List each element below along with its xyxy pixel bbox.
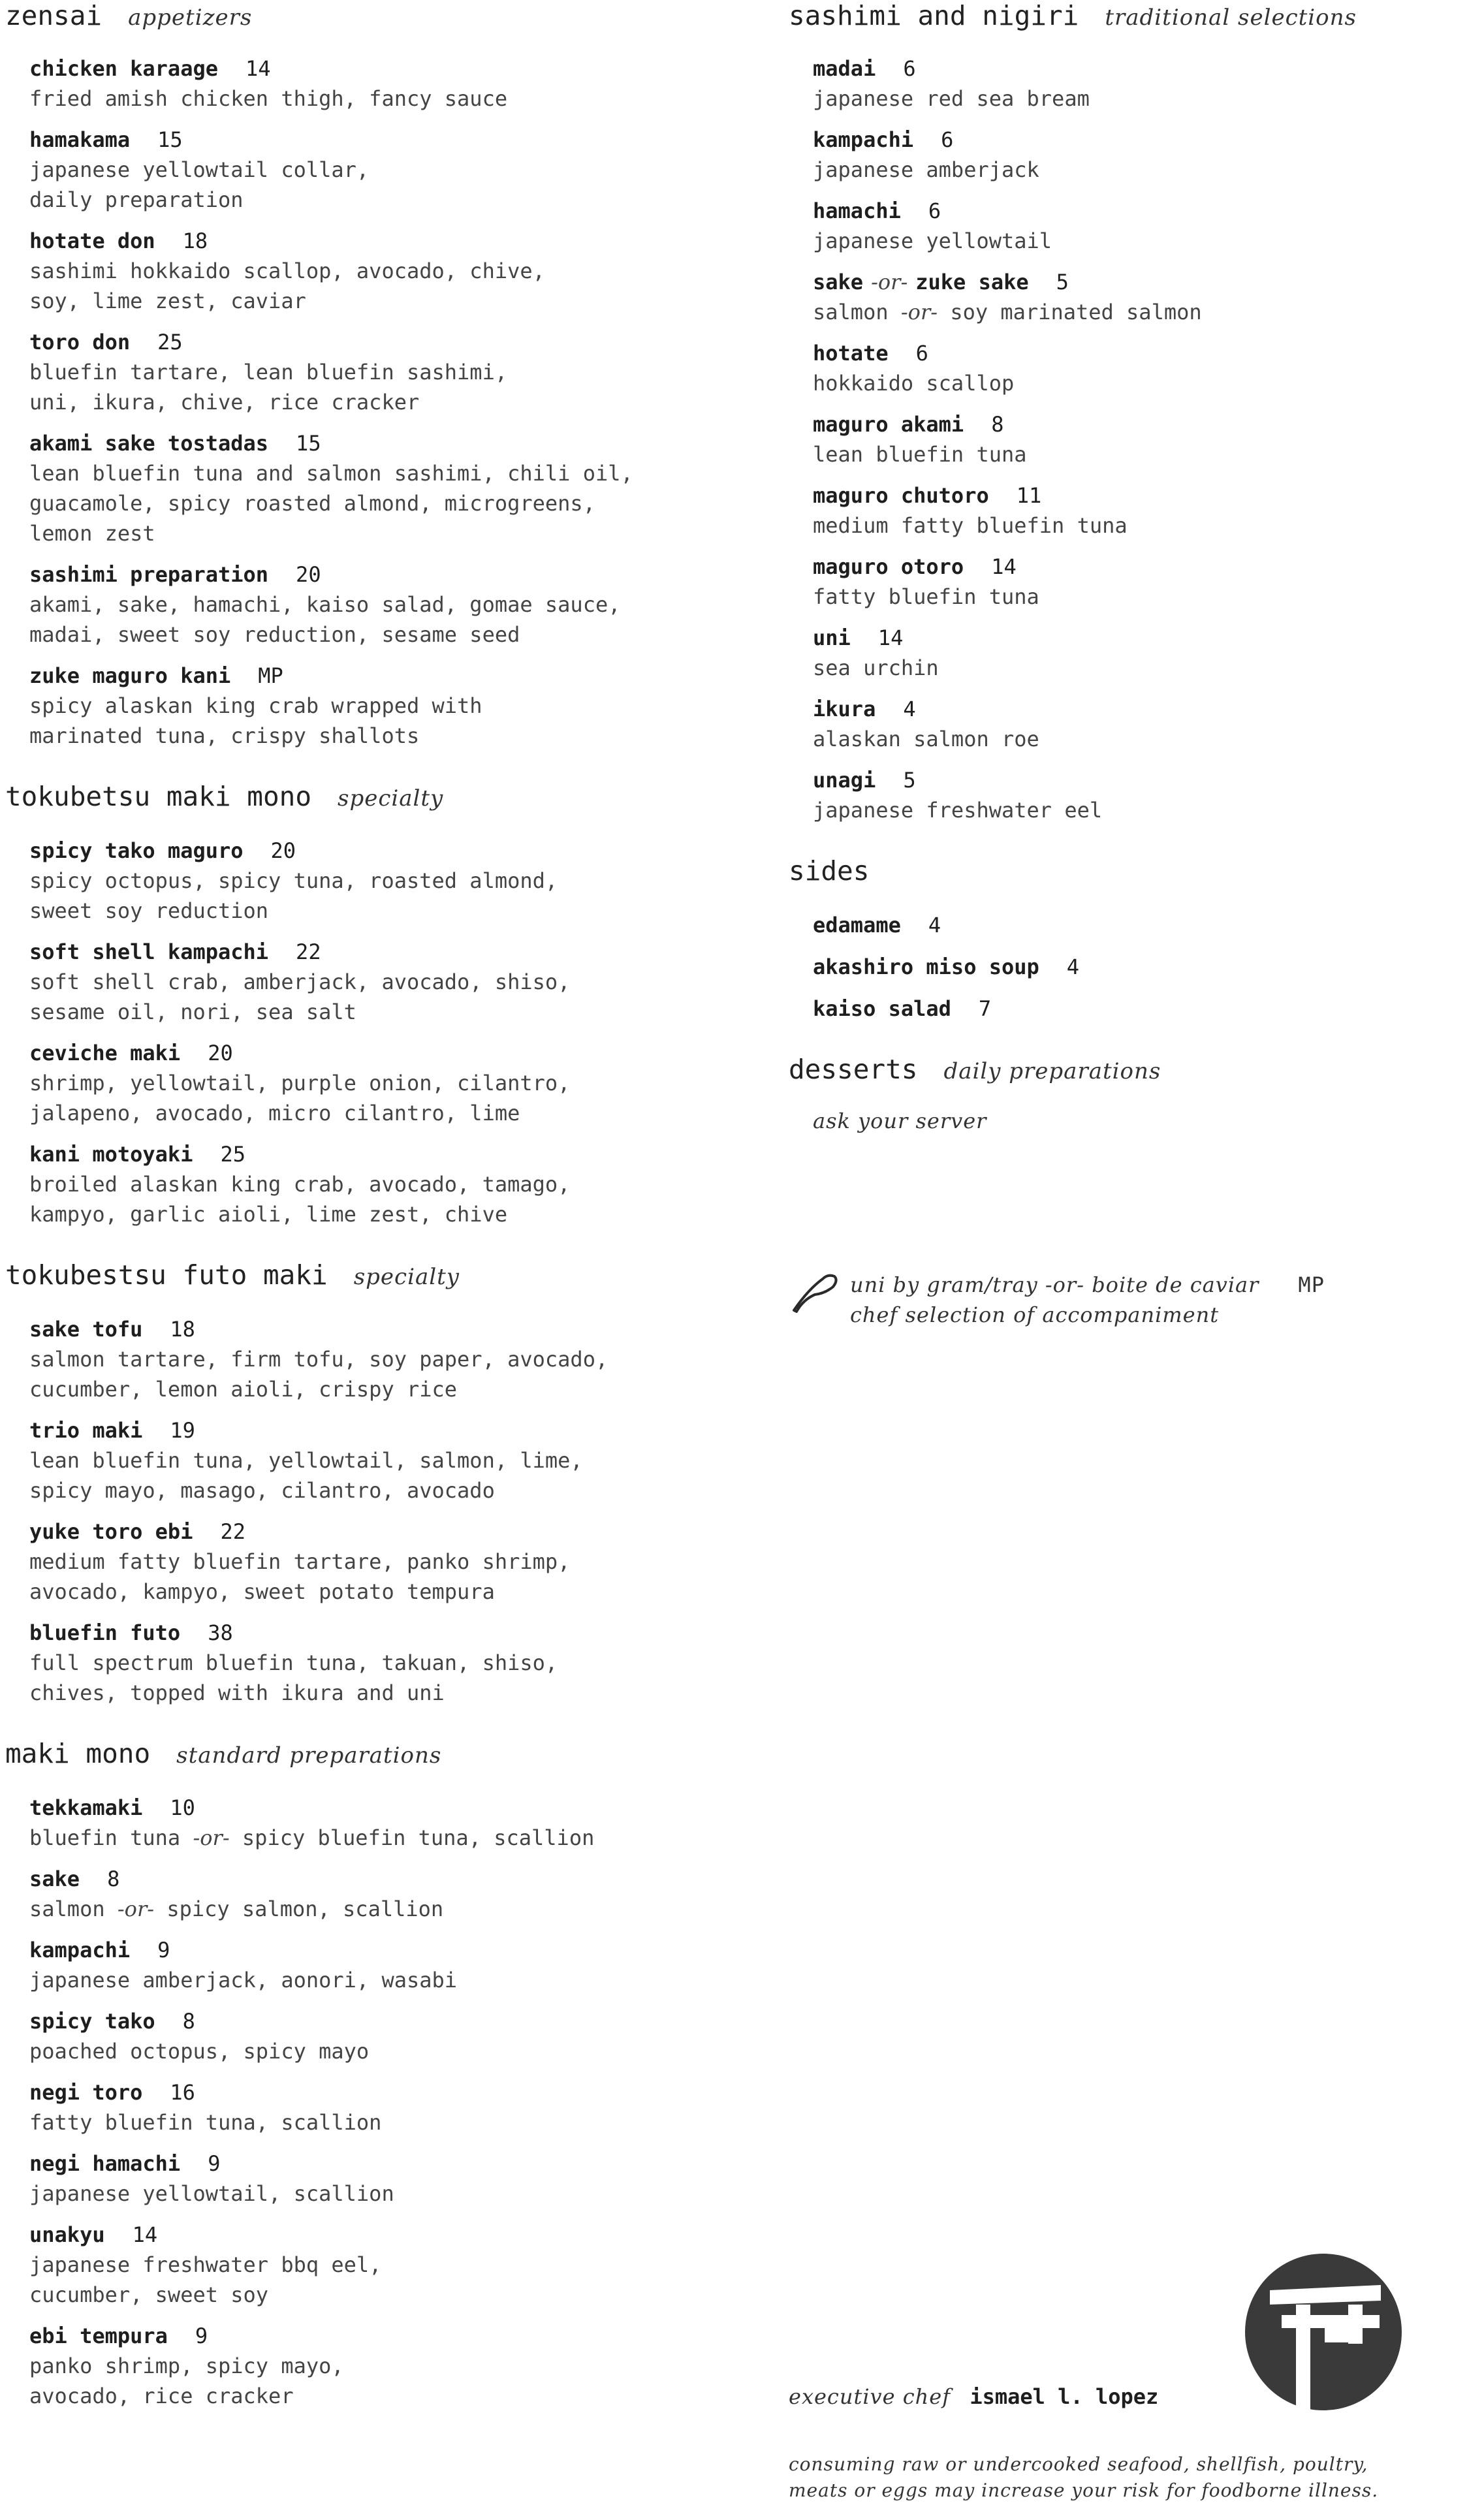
- caviar-line: chef selection of accompaniment: [850, 1302, 1220, 1327]
- menu-item: [29, 2220, 769, 2310]
- item-description: cucumber, sweet soy: [29, 2282, 269, 2307]
- section-subtitle: appetizers: [128, 5, 253, 31]
- item-price: 6: [903, 56, 916, 81]
- item-description: lean bluefin tuna, yellowtail, salmon, lime,: [29, 1448, 583, 1473]
- disclaimer-line: meats or eggs may increase your risk for foodborne illness.: [789, 2480, 1379, 2501]
- item-description: spicy mayo, masago, cilantro, avocado: [29, 1478, 495, 1503]
- item-description: fried amish chicken thigh, fancy sauce: [29, 86, 508, 111]
- section-subtitle: standard preparations: [176, 1742, 442, 1769]
- menu-item: [29, 2006, 769, 2066]
- item-name: bluefin futo: [29, 1620, 181, 1645]
- item-description: avocado, kampyo, sweet potato tempura: [29, 1579, 495, 1604]
- menu-items: [5, 1314, 769, 1708]
- item-price: 18: [182, 228, 208, 253]
- item-description: japanese yellowtail: [813, 228, 1052, 253]
- item-price: 14: [991, 554, 1017, 579]
- item-name: unagi: [813, 768, 876, 793]
- menu-item: [29, 559, 769, 650]
- chef-label: executive chef: [789, 2384, 951, 2409]
- item-price: 6: [915, 341, 928, 366]
- item-description: kampyo, garlic aioli, lime zest, chive: [29, 1202, 508, 1227]
- item-description: sesame oil, nori, sea salt: [29, 1000, 356, 1024]
- section-tokubetsu-maki-mono: [5, 781, 769, 1229]
- menu-item: [813, 952, 1474, 982]
- item-name: sake: [813, 270, 864, 294]
- section-desserts: [789, 1054, 1474, 1133]
- item-name: kampachi: [813, 127, 914, 152]
- item-price: 22: [220, 1519, 245, 1544]
- item-name: ceviche maki: [29, 1041, 181, 1065]
- item-description: jalapeno, avocado, micro cilantro, lime: [29, 1101, 520, 1126]
- item-name: chicken karaage: [29, 56, 218, 81]
- item-price: 11: [1016, 483, 1042, 508]
- menu-items: [5, 836, 769, 1229]
- item-name: trio maki: [29, 1418, 143, 1443]
- item-name: maguro akami: [813, 412, 964, 437]
- item-price: 6: [928, 198, 941, 223]
- item-name: kampachi: [29, 1938, 131, 1962]
- menu-items: [5, 1793, 769, 2411]
- item-name: kani motoyaki: [29, 1142, 193, 1167]
- menu-item: [29, 1935, 769, 1995]
- item-price: 15: [296, 431, 321, 456]
- item-description: salmon tartare, firm tofu, soy paper, avocado,: [29, 1347, 608, 1372]
- menu-item: [29, 1314, 769, 1404]
- item-name: negi toro: [29, 2080, 143, 2105]
- item-name: spicy tako maguro: [29, 838, 244, 863]
- item-price: 25: [220, 1142, 245, 1167]
- item-price: MP: [258, 663, 283, 688]
- item-price: 5: [903, 768, 916, 793]
- section-title: tokubetsu maki mono: [5, 781, 311, 812]
- section-header: [5, 781, 769, 812]
- menu-item: [813, 125, 1474, 185]
- section-maki-mono: [5, 1738, 769, 2411]
- item-name: toro don: [29, 330, 131, 354]
- menu-items: [789, 54, 1474, 825]
- item-name: madai: [813, 56, 876, 81]
- item-description: madai, sweet soy reduction, sesame seed: [29, 622, 520, 647]
- spoon-icon: [789, 1270, 841, 1316]
- item-name: maguro chutoro: [813, 483, 989, 508]
- item-price: 4: [928, 913, 941, 937]
- item-description: akami, sake, hamachi, kaiso salad, gomae sauce,: [29, 592, 621, 617]
- item-name: hotate: [813, 341, 889, 366]
- menu-items: [789, 910, 1474, 1024]
- section-subtitle: traditional selections: [1105, 5, 1357, 31]
- item-description: fatty bluefin tuna, scallion: [29, 2110, 382, 2135]
- menu-item: [813, 481, 1474, 541]
- item-name: unakyu: [29, 2222, 105, 2247]
- item-description: lean bluefin tuna and salmon sashimi, chili oil,: [29, 461, 633, 486]
- item-description: chives, topped with ikura and uni: [29, 1680, 445, 1705]
- section-sides: [789, 855, 1474, 1024]
- section-header: [789, 855, 1474, 887]
- caviar-note: [789, 1270, 1325, 1330]
- menu-item: [29, 125, 769, 215]
- item-description: bluefin tartare, lean bluefin sashimi,: [29, 360, 508, 385]
- menu-item: [813, 694, 1474, 754]
- item-name: edamame: [813, 913, 901, 937]
- item-price: 9: [157, 1938, 170, 1962]
- item-description: fatty bluefin tuna: [813, 584, 1039, 609]
- menu-item: [29, 327, 769, 417]
- section-header: [789, 1054, 1474, 1085]
- item-description: japanese amberjack, aonori, wasabi: [29, 1968, 458, 1993]
- section-zensai: [5, 0, 769, 751]
- item-name: tekkamaki: [29, 1795, 143, 1820]
- menu-item: [813, 338, 1474, 398]
- section-title: sashimi and nigiri: [789, 0, 1079, 31]
- item-price: 18: [170, 1317, 195, 1342]
- item-description: full spectrum bluefin tuna, takuan, shiso,: [29, 1650, 558, 1675]
- item-price: 20: [296, 562, 321, 587]
- item-price: 20: [270, 838, 296, 863]
- section-header: [5, 0, 769, 31]
- menu-item: [29, 1139, 769, 1229]
- item-name: uni: [813, 625, 851, 650]
- item-description: medium fatty bluefin tuna: [813, 513, 1128, 538]
- menu-items: [5, 54, 769, 751]
- item-description: spicy octopus, spicy tuna, roasted almond,: [29, 868, 558, 893]
- item-price: 38: [208, 1620, 233, 1645]
- item-price: 15: [157, 127, 183, 152]
- item-description: bluefin tuna -or- spicy bluefin tuna, scallion: [29, 1825, 595, 1850]
- caviar-line: uni by gram/tray -or- boite de caviar: [850, 1272, 1259, 1297]
- menu-item: [29, 1793, 769, 1853]
- chef-credit: [789, 2384, 1158, 2409]
- item-description: soft shell crab, amberjack, avocado, shiso,: [29, 969, 571, 994]
- item-name: yuke toro ebi: [29, 1519, 193, 1544]
- menu-item: [29, 2149, 769, 2209]
- item-description: japanese yellowtail, scallion: [29, 2181, 394, 2206]
- or-text: -or-: [193, 1825, 230, 1850]
- section-title: sides: [789, 855, 870, 887]
- item-name: hamakama: [29, 127, 131, 152]
- item-name: akashiro miso soup: [813, 954, 1039, 979]
- menu-item: [813, 910, 1474, 940]
- item-description: japanese red sea bream: [813, 86, 1090, 111]
- menu-item: [29, 1618, 769, 1708]
- left-column: [5, 0, 769, 2411]
- item-description: cucumber, lemon aioli, crispy rice: [29, 1377, 458, 1402]
- section-sashimi-nigiri: [789, 0, 1474, 825]
- dessert-note: ask your server: [813, 1109, 987, 1133]
- item-price: 6: [941, 127, 954, 152]
- menu-item: [813, 196, 1474, 256]
- item-price: 7: [978, 996, 992, 1021]
- item-description: soy, lime zest, caviar: [29, 289, 306, 313]
- caviar-text: [850, 1270, 1325, 1330]
- menu-item: [29, 937, 769, 1027]
- item-name: zuke maguro kani: [29, 663, 231, 688]
- caviar-price: MP: [1298, 1272, 1325, 1297]
- item-description: marinated tuna, crispy shallots: [29, 723, 420, 748]
- section-header: [5, 1259, 769, 1291]
- item-price: 25: [157, 330, 183, 354]
- menu-item: [29, 2077, 769, 2137]
- section-header: [789, 0, 1474, 31]
- item-description: panko shrimp, spicy mayo,: [29, 2354, 344, 2378]
- item-description: salmon -or- soy marinated salmon: [813, 300, 1202, 324]
- menu-item: [29, 1517, 769, 1607]
- item-description: broiled alaskan king crab, avocado, tamago,: [29, 1172, 571, 1197]
- item-description: guacamole, spicy roasted almond, microgreens,: [29, 491, 595, 516]
- menu-item: [29, 836, 769, 926]
- item-price: 19: [170, 1418, 195, 1443]
- item-description: lemon zest: [29, 521, 155, 546]
- item-price: 4: [1066, 954, 1080, 979]
- item-description: daily preparation: [29, 187, 244, 212]
- item-name: sake tofu: [29, 1317, 143, 1342]
- item-name: sashimi preparation: [29, 562, 269, 587]
- menu-item: [29, 2321, 769, 2411]
- menu-item: [813, 267, 1474, 327]
- item-description: salmon -or- spicy salmon, scallion: [29, 1897, 444, 1921]
- item-description: spicy alaskan king crab wrapped with: [29, 693, 482, 718]
- item-description: hokkaido scallop: [813, 371, 1015, 396]
- menu-item: [813, 552, 1474, 612]
- item-price: 20: [208, 1041, 233, 1065]
- item-price: 14: [877, 625, 904, 650]
- item-name: negi hamachi: [29, 2151, 181, 2176]
- item-price: 9: [208, 2151, 221, 2176]
- menu-item: [813, 54, 1474, 114]
- menu-item: [813, 409, 1474, 469]
- section-subtitle: daily preparations: [943, 1058, 1161, 1084]
- item-price: 16: [170, 2080, 195, 2105]
- section-title: desserts: [789, 1054, 918, 1085]
- menu-item: [29, 1864, 769, 1924]
- section-header: [5, 1738, 769, 1769]
- item-description: medium fatty bluefin tartare, panko shrimp,: [29, 1549, 571, 1574]
- item-description: shrimp, yellowtail, purple onion, cilantro,: [29, 1071, 571, 1095]
- item-description: alaskan salmon roe: [813, 727, 1039, 751]
- item-price: 14: [245, 56, 271, 81]
- item-description: poached octopus, spicy mayo: [29, 2039, 370, 2064]
- menu-item: [813, 765, 1474, 825]
- item-name: ikura: [813, 697, 876, 721]
- item-description: sashimi hokkaido scallop, avocado, chive,: [29, 259, 545, 283]
- item-name: spicy tako: [29, 2009, 155, 2034]
- health-disclaimer: [789, 2451, 1481, 2504]
- item-price: 22: [296, 939, 321, 964]
- menu-item: [29, 226, 769, 316]
- menu-item: [813, 994, 1474, 1024]
- item-price: 8: [182, 2009, 195, 2034]
- item-description: japanese yellowtail collar,: [29, 157, 370, 182]
- section-title: zensai: [5, 0, 103, 31]
- menu-item: [29, 54, 769, 114]
- item-name: zuke sake: [915, 270, 1029, 294]
- item-name: ebi tempura: [29, 2324, 168, 2348]
- or-text: -or-: [900, 300, 938, 324]
- menu-item: [29, 1415, 769, 1505]
- menu-item: [29, 1038, 769, 1128]
- section-subtitle: specialty: [353, 1264, 460, 1290]
- right-column: [789, 0, 1474, 1133]
- item-description: sweet soy reduction: [29, 898, 269, 923]
- item-description: lean bluefin tuna: [813, 442, 1027, 467]
- item-price: 8: [991, 412, 1004, 437]
- section-futo-maki: [5, 1259, 769, 1708]
- menu-item: [29, 661, 769, 751]
- section-title: maki mono: [5, 1738, 151, 1769]
- torii-logo-icon: [1244, 2252, 1404, 2412]
- item-description: uni, ikura, chive, rice cracker: [29, 390, 420, 415]
- section-title: tokubestsu futo maki: [5, 1259, 328, 1291]
- item-description: avocado, rice cracker: [29, 2384, 294, 2408]
- item-price: 5: [1056, 270, 1069, 294]
- menu-item: [813, 623, 1474, 683]
- menu-item: [29, 428, 769, 548]
- item-description: japanese freshwater bbq eel,: [29, 2252, 382, 2277]
- section-subtitle: specialty: [338, 785, 444, 811]
- item-description: japanese freshwater eel: [813, 798, 1103, 823]
- item-name: kaiso salad: [813, 996, 951, 1021]
- chef-name: ismael l. lopez: [970, 2384, 1159, 2409]
- item-name: sake: [29, 1867, 80, 1891]
- item-name: hotate don: [29, 228, 155, 253]
- item-name: maguro otoro: [813, 554, 964, 579]
- item-price: 10: [170, 1795, 195, 1820]
- item-description: sea urchin: [813, 655, 939, 680]
- item-price: 14: [132, 2222, 158, 2247]
- disclaimer-line: consuming raw or undercooked seafood, shellfish, poultry,: [789, 2453, 1368, 2475]
- item-description: japanese amberjack: [813, 157, 1039, 182]
- or-text: -or-: [117, 1897, 155, 1921]
- item-name: akami sake tostadas: [29, 431, 269, 456]
- or-text: -or-: [871, 270, 908, 294]
- item-name: hamachi: [813, 198, 901, 223]
- item-name: soft shell kampachi: [29, 939, 269, 964]
- item-price: 4: [903, 697, 916, 721]
- item-price: 8: [107, 1867, 120, 1891]
- item-price: 9: [195, 2324, 208, 2348]
